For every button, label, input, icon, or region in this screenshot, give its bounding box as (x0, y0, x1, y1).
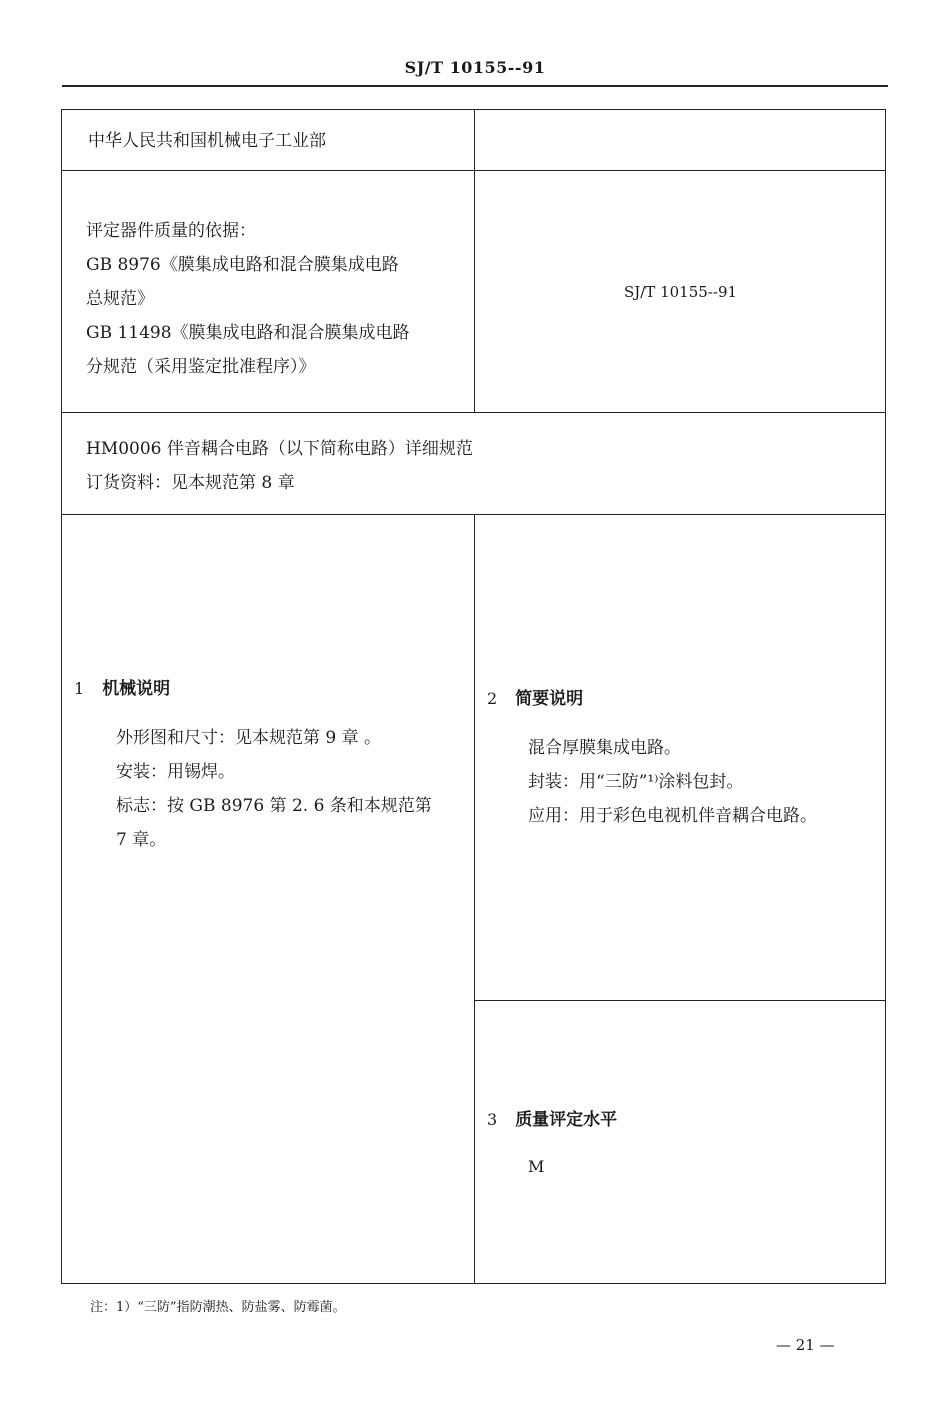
basis-line: GB 11498《膜集成电路和混合膜集成电路 (86, 323, 410, 343)
header-doc-code: SJ/T 10155--91 (404, 58, 546, 77)
ministry-cell (88, 124, 326, 158)
section-2-line: 封装：用“三防”¹⁾涂料包封。 (528, 772, 744, 792)
header-rule (62, 85, 888, 87)
spec-title-cell (86, 432, 473, 500)
spec-title-line: 订货资料：见本规范第 8 章 (86, 473, 295, 493)
section-3-number: 3 (487, 1110, 498, 1129)
section-1-line: 外形图和尺寸：见本规范第 9 章 。 (116, 728, 382, 748)
section-1-number: 1 (74, 679, 85, 698)
section-1-body (116, 721, 432, 857)
ministry-name: 中华人民共和国机械电子工业部 (88, 131, 326, 151)
basis-line: 总规范》 (86, 289, 154, 309)
section-3-heading (487, 1103, 617, 1137)
page-number: — 21 — (776, 1336, 835, 1354)
footnote: 注：1）“三防”指防潮热、防盐雾、防霉菌。 (90, 1300, 346, 1315)
section-2-title: 简要说明 (515, 689, 584, 709)
section-1-heading (74, 672, 170, 706)
section-2-number: 2 (487, 689, 498, 708)
standard-code-cell (475, 275, 886, 309)
column-divider-bottom (474, 514, 475, 1284)
section-1-line: 安装：用锡焊。 (116, 762, 235, 782)
spec-title-line: HM0006 伴音耦合电路（以下简称电路）详细规范 (86, 439, 473, 459)
right-column-divider (474, 1000, 886, 1001)
section-1-line: 7 章。 (116, 830, 167, 850)
basis-line: GB 8976《膜集成电路和混合膜集成电路 (86, 255, 399, 275)
quality-level: M (528, 1157, 545, 1176)
section-2-line: 应用：用于彩色电视机伴音耦合电路。 (528, 806, 817, 826)
section-2-line: 混合厚膜集成电路。 (528, 738, 681, 758)
section-1-title: 机械说明 (102, 679, 171, 699)
section-3-value-cell (528, 1150, 544, 1184)
section-1-line: 标志：按 GB 8976 第 2. 6 条和本规范第 (116, 796, 432, 816)
basis-line: 分规范（采用鉴定批准程序）》 (86, 357, 316, 377)
section-2-body (528, 731, 817, 833)
column-divider-top (474, 109, 475, 413)
section-3-title: 质量评定水平 (515, 1110, 618, 1130)
basis-cell (86, 214, 410, 384)
standard-code: SJ/T 10155--91 (623, 283, 738, 301)
section-2-heading (487, 682, 583, 716)
basis-line: 评定器件质量的依据： (86, 221, 256, 241)
